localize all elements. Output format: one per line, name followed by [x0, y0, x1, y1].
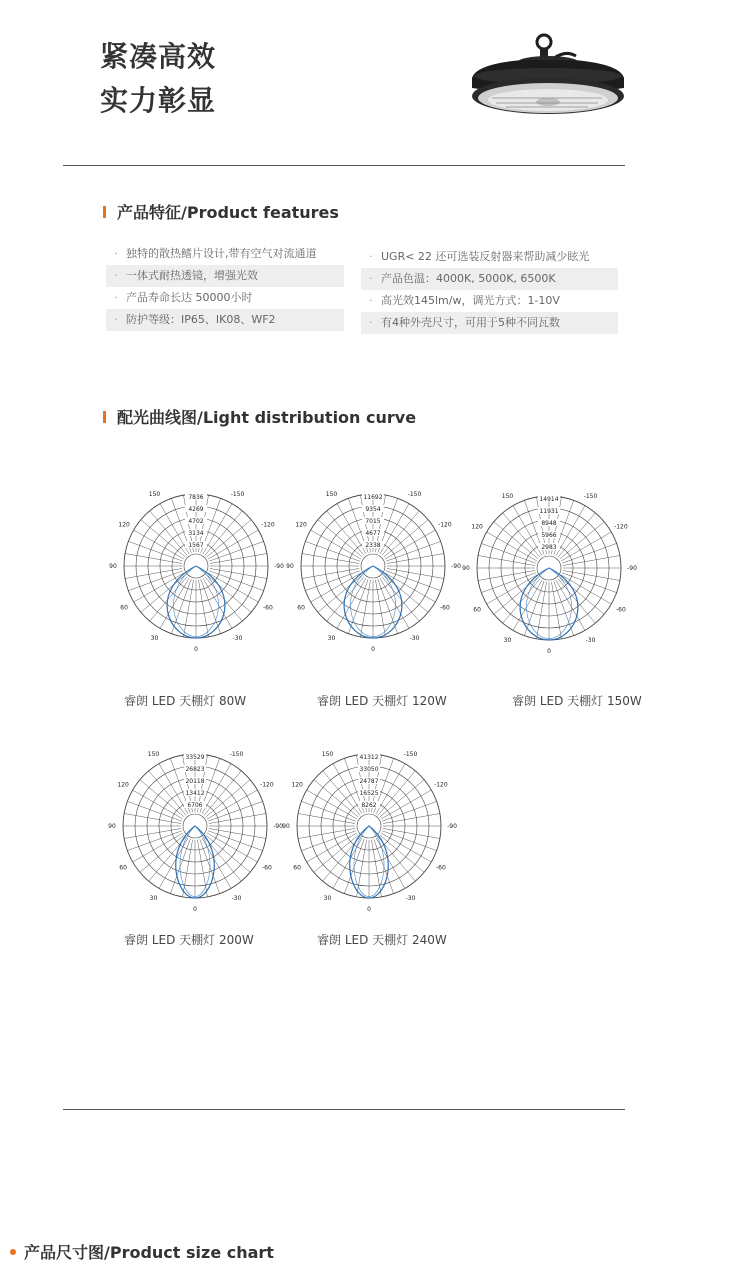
radial-gridline [134, 530, 184, 559]
hero-title-line2: 实力彰显 [100, 84, 217, 117]
angle-label: 0 [371, 646, 375, 653]
radial-gridline [337, 578, 366, 628]
polar-curve-3 [447, 466, 651, 670]
angle-label: 150 [501, 493, 514, 501]
radial-gridline [381, 833, 431, 862]
ring-value-label: 7015 [365, 518, 381, 525]
radial-gridline [307, 790, 357, 819]
angle-label: -150 [230, 491, 245, 499]
angle-label: -30 [231, 894, 242, 902]
radial-gridline [210, 553, 267, 563]
radial-gridline [563, 555, 620, 565]
radial-gridline [209, 813, 266, 823]
angle-label: -60 [435, 864, 446, 872]
angle-label: -90 [451, 563, 461, 570]
angle-label: 60 [473, 606, 481, 614]
ring-value-label: 4702 [188, 518, 204, 525]
radial-gridline [385, 530, 435, 559]
radial-gridline [134, 573, 184, 602]
angle-label: -120 [614, 523, 628, 531]
radial-gridline [387, 553, 444, 563]
ring-value-label: 4677 [365, 530, 381, 537]
polar-chart [271, 464, 475, 668]
radial-gridline [307, 833, 357, 862]
features-heading [103, 200, 339, 223]
angle-label: 90 [286, 563, 294, 570]
radial-gridline [198, 580, 208, 637]
hero-title [100, 36, 216, 124]
ring-value-label: 33050 [359, 766, 379, 773]
polar-chart [94, 464, 298, 668]
radial-gridline [375, 580, 385, 637]
angle-label: -30 [409, 634, 420, 642]
feature-text: 高光效145lm/w，调光方式：1-10V [381, 294, 560, 307]
polar-curve-5 [267, 724, 471, 928]
radial-gridline [551, 582, 561, 639]
angle-label: 30 [323, 894, 332, 902]
ring-value-label: 8262 [361, 802, 377, 809]
angle-label: -90 [274, 563, 284, 570]
radial-gridline [561, 575, 611, 604]
angle-label: -120 [438, 521, 452, 529]
radial-gridline [556, 580, 585, 630]
angle-label: -120 [260, 781, 274, 789]
radial-gridline [360, 580, 370, 637]
radial-gridline [197, 840, 207, 897]
curve-caption: 睿朗 LED 天棚灯 80W [124, 694, 247, 708]
angle-label: -90 [627, 565, 637, 572]
radial-gridline [487, 532, 537, 561]
angle-label: 120 [291, 781, 303, 789]
angle-label: 60 [293, 864, 301, 872]
angle-label: 60 [119, 864, 127, 872]
angle-label: 90 [108, 823, 116, 830]
angle-label: 90 [282, 823, 290, 830]
angle-label: 30 [327, 634, 336, 642]
angle-label: 150 [321, 751, 334, 759]
radial-gridline [333, 764, 362, 814]
radial-gridline [376, 838, 405, 888]
angle-label: -60 [615, 606, 626, 614]
radial-gridline [183, 580, 193, 637]
ring-value-label: 41312 [359, 754, 379, 761]
radial-gridline [536, 582, 546, 639]
angle-label: 120 [295, 521, 307, 529]
ring-value-label: 24787 [359, 778, 379, 785]
angle-label: 30 [503, 636, 512, 644]
angle-label: 60 [297, 604, 305, 612]
radial-gridline [133, 790, 183, 819]
radial-gridline [124, 828, 181, 838]
angle-label: -30 [405, 894, 416, 902]
radial-gridline [125, 553, 182, 563]
angle-label: -150 [583, 493, 598, 501]
angle-label: 0 [194, 646, 198, 653]
radial-gridline [333, 838, 362, 888]
ring-value-label: 14914 [539, 496, 559, 503]
angle-label: 120 [118, 521, 130, 529]
hero-title-line1: 紧凑高效 [100, 40, 217, 73]
curve-caption: 睿朗 LED 天棚灯 150W [512, 694, 642, 708]
radial-gridline [380, 578, 409, 628]
heading-accent-dot [10, 1249, 16, 1255]
features-title: 产品特征/Product features [117, 203, 339, 222]
feature-text: 防护等级：IP65、IK08、WF2 [126, 313, 276, 326]
radial-gridline [203, 504, 232, 554]
radial-gridline [209, 828, 266, 838]
radial-gridline [337, 504, 366, 554]
feature-left-3: · 产品寿命长达 50000小时 [114, 291, 253, 304]
radial-gridline [208, 573, 258, 602]
feature-left-1: · 独特的散热鳍片设计,带有空气对流通道 [114, 247, 317, 260]
feature-right-2: · 产品色温：4000K, 5000K, 6500K [361, 268, 618, 290]
radial-gridline [125, 568, 182, 578]
radial-gridline [208, 530, 258, 559]
radial-gridline [513, 580, 542, 630]
radial-gridline [561, 532, 611, 561]
angle-label: 60 [120, 604, 128, 612]
radial-gridline [302, 553, 359, 563]
radial-gridline [124, 813, 181, 823]
radial-gridline [202, 838, 231, 888]
radial-gridline [207, 833, 257, 862]
angle-label: -120 [434, 781, 448, 789]
angle-label: -150 [229, 751, 244, 759]
curve-caption: 睿朗 LED 天棚灯 120W [317, 694, 447, 708]
size-chart-title: 产品尺寸图/Product size chart [24, 1243, 274, 1262]
feature-text: 有4种外壳尺寸，可用于5种不同瓦数 [381, 316, 560, 329]
curves-title: 配光曲线图/Light distribution curve [117, 408, 417, 427]
ring-value-label: 33529 [185, 754, 205, 761]
ring-value-label: 2983 [541, 544, 557, 551]
radial-gridline [182, 840, 192, 897]
feature-text: 独特的散热鳍片设计,带有空气对流通道 [126, 247, 317, 260]
radial-gridline [376, 764, 405, 814]
radial-gridline [383, 813, 440, 823]
size-chart-heading [10, 1240, 274, 1263]
angle-label: -150 [407, 491, 422, 499]
radial-gridline [311, 573, 361, 602]
heading-accent-bar [103, 411, 106, 423]
angle-label: -120 [261, 521, 275, 529]
ring-value-label: 4269 [188, 506, 204, 513]
radial-gridline [563, 570, 620, 580]
angle-label: -60 [261, 864, 272, 872]
radial-gridline [160, 578, 189, 628]
polar-curve-2 [271, 464, 475, 668]
radial-gridline [381, 790, 431, 819]
angle-label: -30 [585, 636, 596, 644]
ring-value-label: 5966 [541, 532, 557, 539]
radial-gridline [478, 570, 535, 580]
curve-caption: 睿朗 LED 天棚灯 200W [124, 933, 254, 947]
ring-value-label: 3134 [188, 530, 204, 537]
radial-gridline [210, 568, 267, 578]
feature-right-3: · 高光效145lm/w，调光方式：1-10V [369, 294, 560, 307]
radial-gridline [556, 506, 585, 556]
angle-label: 30 [149, 894, 158, 902]
ring-value-label: 7836 [188, 494, 204, 501]
radial-gridline [311, 530, 361, 559]
polar-curve-1 [94, 464, 298, 668]
radial-gridline [207, 790, 257, 819]
divider-top [63, 165, 625, 166]
radial-gridline [298, 828, 355, 838]
angle-label: 90 [109, 563, 117, 570]
radial-gridline [202, 764, 231, 814]
radial-gridline [385, 573, 435, 602]
ring-value-label: 16525 [359, 790, 379, 797]
divider-bottom [63, 1109, 625, 1110]
feature-right-1: · UGR< 22 还可选装反射器来帮助减少眩光 [369, 250, 590, 263]
angle-label: 0 [193, 906, 197, 913]
curves-heading [103, 405, 416, 428]
angle-label: 0 [547, 648, 551, 655]
radial-gridline [371, 840, 381, 897]
polar-chart [447, 466, 651, 670]
ring-value-label: 9354 [365, 506, 381, 513]
radial-gridline [159, 838, 188, 888]
radial-gridline [298, 813, 355, 823]
ring-value-label: 11692 [363, 494, 383, 501]
angle-label: 150 [148, 491, 161, 499]
angle-label: 90 [462, 565, 470, 572]
angle-label: -60 [439, 604, 450, 612]
angle-label: -150 [403, 751, 418, 759]
angle-label: 30 [150, 634, 159, 642]
radial-gridline [160, 504, 189, 554]
radial-gridline [203, 578, 232, 628]
feature-text: 产品寿命长达 50000小时 [126, 291, 253, 304]
radial-gridline [356, 840, 366, 897]
radial-gridline [478, 555, 535, 565]
radial-gridline [133, 833, 183, 862]
angle-label: -90 [447, 823, 457, 830]
angle-label: -60 [262, 604, 273, 612]
ring-value-label: 20118 [185, 778, 205, 785]
feature-text: 一体式耐热透镜，增强光效 [126, 269, 258, 282]
angle-label: 150 [325, 491, 338, 499]
angle-label: 120 [117, 781, 129, 789]
radial-gridline [387, 568, 444, 578]
angle-label: -90 [273, 823, 283, 830]
ring-value-label: 6706 [187, 802, 203, 809]
ring-value-label: 2338 [365, 542, 381, 549]
ring-value-label: 8948 [541, 520, 557, 527]
polar-chart [267, 724, 471, 928]
angle-label: 0 [367, 906, 371, 913]
radial-gridline [159, 764, 188, 814]
ring-value-label: 26823 [185, 766, 205, 773]
curve-caption: 睿朗 LED 天棚灯 240W [317, 933, 447, 947]
feature-right-4: · 有4种外壳尺寸，可用于5种不同瓦数 [361, 312, 618, 334]
ring-value-label: 11931 [539, 508, 559, 515]
heading-accent-bar [103, 206, 106, 218]
angle-label: 120 [471, 523, 483, 531]
radial-gridline [513, 506, 542, 556]
radial-gridline [380, 504, 409, 554]
feature-left-2: · 一体式耐热透镜，增强光效 [106, 265, 344, 287]
radial-gridline [383, 828, 440, 838]
radial-gridline [487, 575, 537, 604]
highbay-lamp-image [462, 30, 634, 126]
feature-text: UGR< 22 还可选装反射器来帮助减少眩光 [381, 250, 590, 263]
ring-value-label: 1567 [188, 542, 204, 549]
ring-value-label: 13412 [185, 790, 205, 797]
feature-left-4: · 防护等级：IP65、IK08、WF2 [106, 309, 344, 331]
angle-label: -30 [232, 634, 243, 642]
angle-label: 150 [147, 751, 160, 759]
radial-gridline [302, 568, 359, 578]
feature-text: 产品色温：4000K, 5000K, 6500K [381, 272, 556, 285]
